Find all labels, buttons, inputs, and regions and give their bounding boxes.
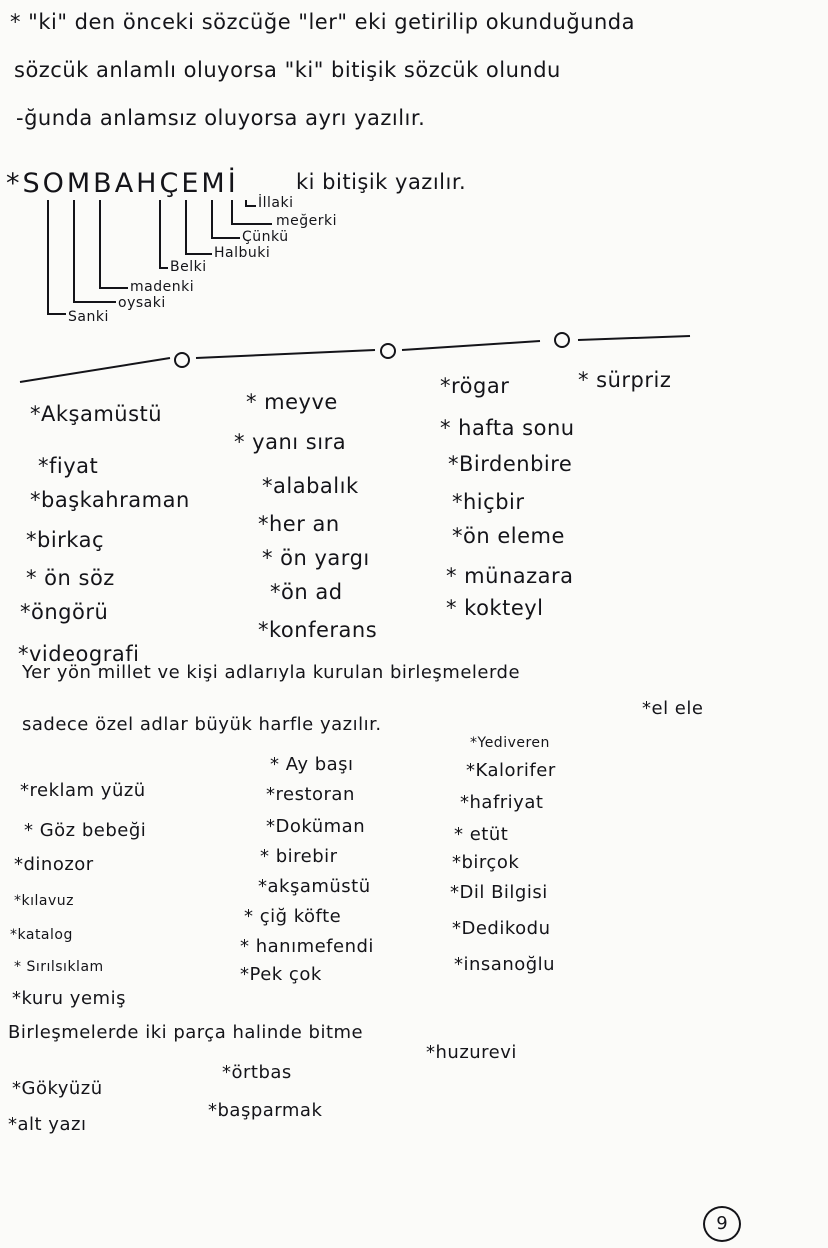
word-list-item: * birebir <box>260 846 338 867</box>
intro-line-3: -ğunda anlamsız oluyorsa ayrı yazılır. <box>16 106 426 130</box>
word-list-item: *videografi <box>18 642 140 666</box>
word-list-item: *Kalorifer <box>466 760 556 781</box>
mnemonic-branch-halbuki: Halbuki <box>214 245 271 261</box>
word-list-item: * sürpriz <box>578 368 672 392</box>
mnemonic-word: *SOMBAHÇEMİ <box>6 168 239 199</box>
mnemonic-branch-sanki: Sanki <box>68 309 109 325</box>
word-list-item: *ön ad <box>270 580 343 604</box>
mnemonic-branch-illaki: İllaki <box>258 195 294 211</box>
rule2-line-2: sadece özel adlar büyük harfle yazılır. <box>22 714 382 735</box>
word-list-item: *fiyat <box>38 454 99 478</box>
rule3-line-1: Birleşmelerde iki parça halinde bitme <box>8 1022 364 1043</box>
word-list-item: *Dedikodu <box>452 918 551 939</box>
word-list-item: *birkaç <box>26 528 105 552</box>
word-list-item: * ön söz <box>26 566 115 590</box>
word-list-item: *insanoğlu <box>454 954 556 975</box>
mnemonic-branch-oysaki: oysaki <box>118 295 166 311</box>
rule2-extra: *el ele <box>642 698 704 719</box>
mnemonic-tree-lines <box>0 0 828 420</box>
word-list-item: *akşamüstü <box>258 876 371 897</box>
word-list-item: *hafriyat <box>460 792 544 813</box>
rule2-line-1: Yer yön millet ve kişi adlarıyla kurulan birleşmelerde <box>22 662 521 683</box>
word-list-item: * münazara <box>446 564 574 588</box>
word-list-item: *her an <box>258 512 340 536</box>
word-list-item: *Doküman <box>266 816 366 837</box>
intro-line-1: * "ki" den önceki sözcüğe "ler" eki getirilip okunduğunda <box>10 10 635 34</box>
word-list-item: *ön eleme <box>452 524 565 548</box>
word-list-item: * Göz bebeği <box>24 820 147 841</box>
word-list-item: *hiçbir <box>452 490 525 514</box>
mnemonic-branch-madenki: madenki <box>130 279 195 295</box>
word-list-item: *alabalık <box>262 474 359 498</box>
mnemonic-branch-belki: Belki <box>170 259 207 275</box>
word-list-item: *örtbas <box>222 1062 292 1083</box>
word-list-item: *öngörü <box>20 600 109 624</box>
word-list-item: * ön yargı <box>262 546 370 570</box>
word-list-item: * yanı sıra <box>234 430 347 454</box>
word-list-item: * kokteyl <box>446 596 544 620</box>
word-list-item: *restoran <box>266 784 355 805</box>
word-list-item: *birçok <box>452 852 520 873</box>
word-list-item: * hanımefendi <box>240 936 374 957</box>
word-list-item: *başparmak <box>208 1100 323 1121</box>
word-list-item: * Ay başı <box>270 754 354 775</box>
word-list-item: * hafta sonu <box>440 416 575 440</box>
word-list-item: *Dil Bilgisi <box>450 882 548 903</box>
page-number: 9 <box>703 1206 741 1242</box>
word-list-item: *Gökyüzü <box>12 1078 103 1099</box>
word-list-item: * Sırılsıklam <box>14 959 104 975</box>
word-list-item: *kuru yemiş <box>12 988 126 1009</box>
word-list-item: * çiğ köfte <box>244 906 342 927</box>
word-list-item: *Pek çok <box>240 964 322 985</box>
word-list-item: *rögar <box>440 374 510 398</box>
mnemonic-note: ki bitişik yazılır. <box>296 170 467 194</box>
mnemonic-branch-megerki: meğerki <box>276 213 338 229</box>
word-list-item: *kılavuz <box>14 893 74 909</box>
word-list-item: * meyve <box>246 390 338 414</box>
word-list-item: *katalog <box>10 927 73 943</box>
word-list-item: *Akşamüstü <box>30 402 163 426</box>
word-list-item: *konferans <box>258 618 378 642</box>
word-list-item: *dinozor <box>14 854 94 875</box>
word-list-item: * etüt <box>454 824 509 845</box>
word-list-item: *alt yazı <box>8 1114 87 1135</box>
word-list-item: *başkahraman <box>30 488 190 512</box>
mnemonic-branch-cunku: Çünkü <box>242 229 289 245</box>
intro-line-2: sözcük anlamlı oluyorsa "ki" bitişik sözcük olundu <box>14 58 561 82</box>
word-list-item: *Birdenbire <box>448 452 573 476</box>
word-list-item: *huzurevi <box>426 1042 517 1063</box>
word-list-item: *reklam yüzü <box>20 780 146 801</box>
word-list-item: *Yediveren <box>470 735 550 751</box>
